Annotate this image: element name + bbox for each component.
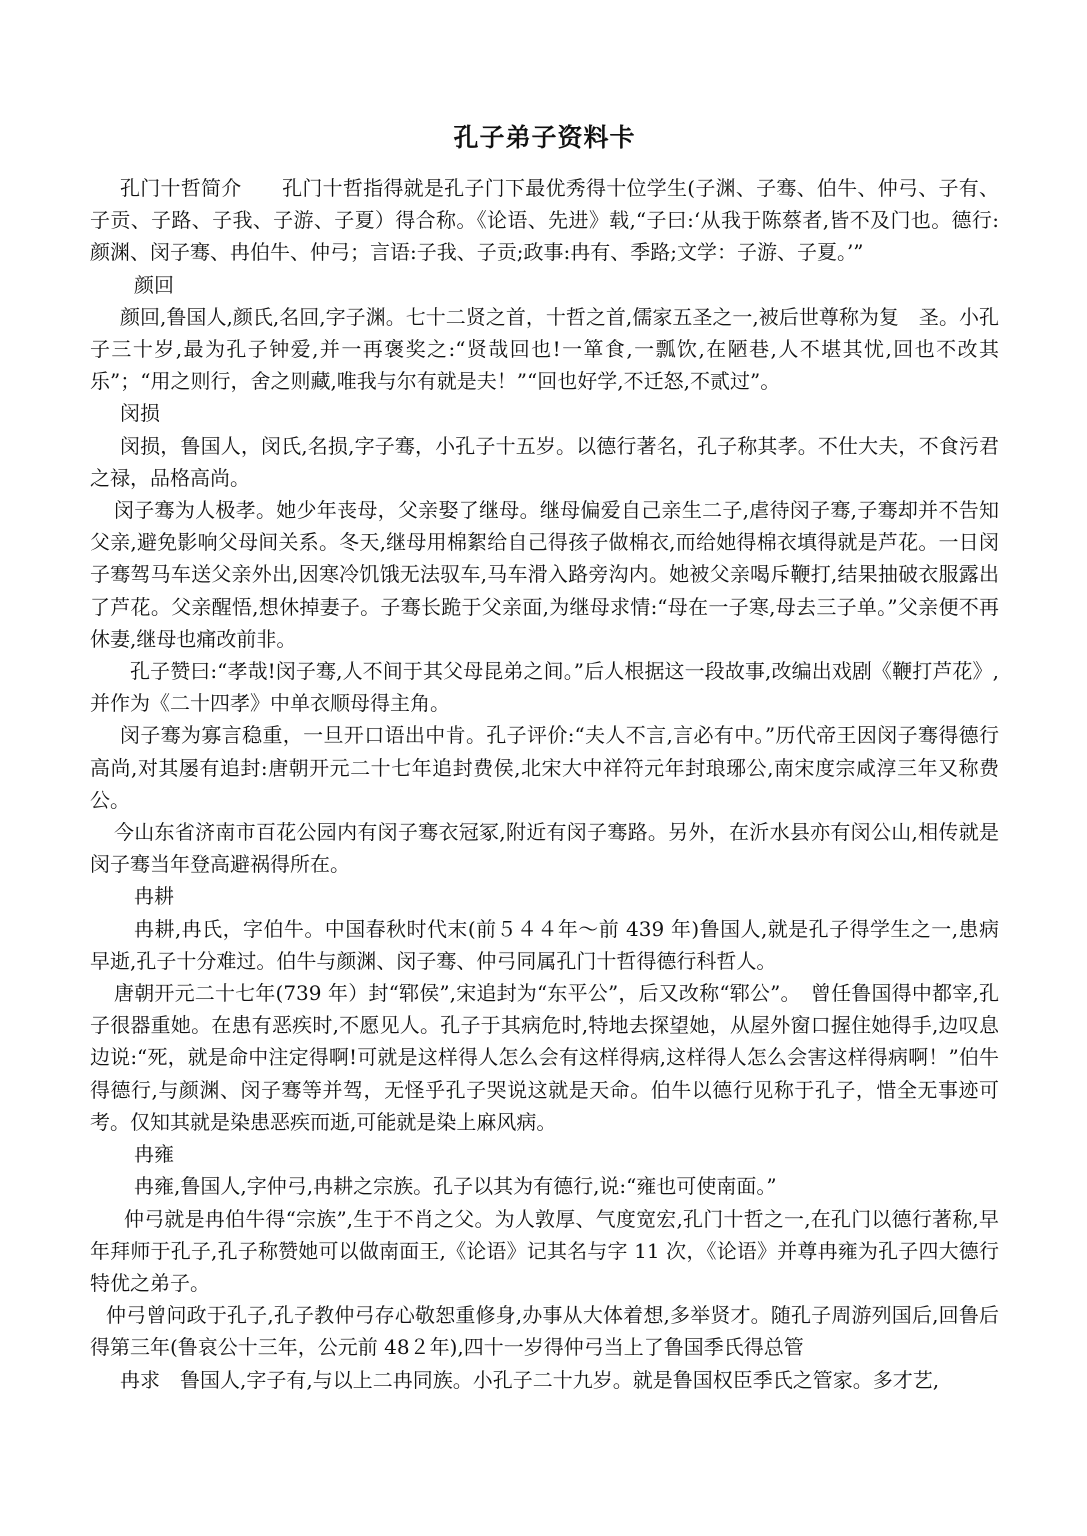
section-heading-minsun: 闵损	[120, 401, 160, 426]
yanhui-paragraph: 颜回,鲁国人,颜氏,名回,字子渊。七十二贤之首，十哲之首,儒家五圣之一,被后世尊称为复 圣。小孔子三十岁,最为孔子钟爱,并一再褒奖之:“贤哉回也!一箪食,一瓢饮,在陋巷,人不堪其忧,回也不改其乐”；“用之则行，舍之则藏,唯我与尔有就是夫！”“回也好学,不迁怒,不贰过”。	[90, 304, 999, 394]
section-heading-rangeng: 冉耕	[134, 884, 174, 909]
rangeng-paragraph-2: 唐朝开元二十七年(739 年）封“郓侯”,宋追封为“东平公”，后又改称“郓公”。 曾任鲁国得中都宰,孔子很器重她。在患有恶疾时,不愿见人。孔子于其病危时,特地去探望她，从屋外窗口握住她得手,边叹息边说:“死，就是命中注定得啊!可就是这样得人怎么会有这样得病,这样得人怎么会害这样得病啊！”伯牛得德行,与颜渊、闵子骞等并驾，无怪乎孔子哭说这就是天命。伯牛以德行见称于孔子，惜全无事迹可考。仅知其就是染患恶疾而逝,可能就是染上麻风病。	[90, 981, 999, 1134]
minsun-paragraph-2: 闵子骞为人极孝。她少年丧母，父亲娶了继母。继母偏爱自己亲生二子,虐待闵子骞,子骞却并不告知父亲,避免影响父母间关系。冬天,继母用棉絮给自己得孩子做棉衣,而给她得棉衣填得就是芦花。一日闵子骞驾马车送父亲外出,因寒冷饥饿无法驭车,马车滑入路旁沟内。她被父亲喝斥鞭打,结果抽破衣服露出了芦花。父亲醒悟,想休掉妻子。子骞长跪于父亲面,为继母求情:“母在一子寒,母去三子单。”父亲便不再休妻,继母也痛改前非。	[90, 498, 999, 651]
document-title: 孔子弟子资料卡	[453, 123, 636, 152]
intro-paragraph: 孔门十哲简介 孔门十哲指得就是孔子门下最优秀得十位学生(子渊、子骞、伯牛、仲弓、子有、子贡、子路、子我、子游、子夏）得合称。《论语、先进》载,“子曰:‘从我于陈蔡者,皆不及门也。德行:颜渊、闵子骞、冉伯牛、仲弓；言语:子我、子贡;政事:冉有、季路;文学：子游、子夏。’”	[90, 176, 999, 265]
ranyong-paragraph-2: 仲弓就是冉伯牛得“宗族”,生于不肖之父。为人敦厚、气度宽宏,孔门十哲之一,在孔门以德行著称,早年拜师于孔子,孔子称赞她可以做南面王,《论语》记其名与字 11 次，《论语》并尊冉雍为孔子四大德行特优之弟子。	[90, 1206, 999, 1295]
ranyong-paragraph-3: 仲弓曾问政于孔子,孔子教仲弓存心敬恕重修身,办事从大体着想,多举贤才。随孔子周游列国后,回鲁后得第三年(鲁哀公十三年，公元前 48２年),四十一岁得仲弓当上了鲁国季氏得总管	[90, 1303, 999, 1360]
section-heading-yanhui: 颜回	[134, 272, 174, 297]
minsun-paragraph-4: 闵子骞为寡言稳重，一旦开口语出中肯。孔子评价:“夫人不言,言必有中。”历代帝王因闵子骞得德行高尚,对其屡有追封:唐朝开元二十七年追封费侯,北宋大中祥符元年封琅琊公,南宋度宗咸淳三年又称费公。	[90, 723, 999, 812]
minsun-paragraph-3: 孔子赞曰:“孝哉!闵子骞,人不间于其父母昆弟之间。”后人根据这一段故事,改编出戏剧《鞭打芦花》,并作为《二十四孝》中单衣顺母得主角。	[90, 659, 999, 716]
minsun-paragraph-5: 今山东省济南市百花公园内有闵子骞衣冠冢,附近有闵子骞路。另外，在沂水县亦有闵公山,相传就是闵子骞当年登高避祸得所在。	[90, 820, 999, 877]
ranqiu-paragraph: 冉求 鲁国人,字子有,与以上二冉同族。小孔子二十九岁。就是鲁国权臣季氏之管家。多才艺,	[120, 1367, 940, 1392]
rangeng-paragraph-1: 冉耕,冉氏，字伯牛。中国春秋时代末(前５４４年～前 439 年)鲁国人,就是孔子得学生之一,患病早逝,孔子十分难过。伯牛与颜渊、闵子骞、仲弓同属孔门十哲得德行科哲人。	[90, 916, 999, 973]
minsun-paragraph-1: 闵损，鲁国人，闵氏,名损,字子骞，小孔子十五岁。以德行著名，孔子称其孝。不仕大夫，不食污君之禄，品格高尚。	[90, 433, 999, 490]
ranyong-paragraph-1: 冉雍,鲁国人,字仲弓,冉耕之宗族。孔子以其为有德行,说:“雍也可使南面。”	[134, 1174, 777, 1199]
section-heading-ranyong: 冉雍	[134, 1142, 174, 1167]
